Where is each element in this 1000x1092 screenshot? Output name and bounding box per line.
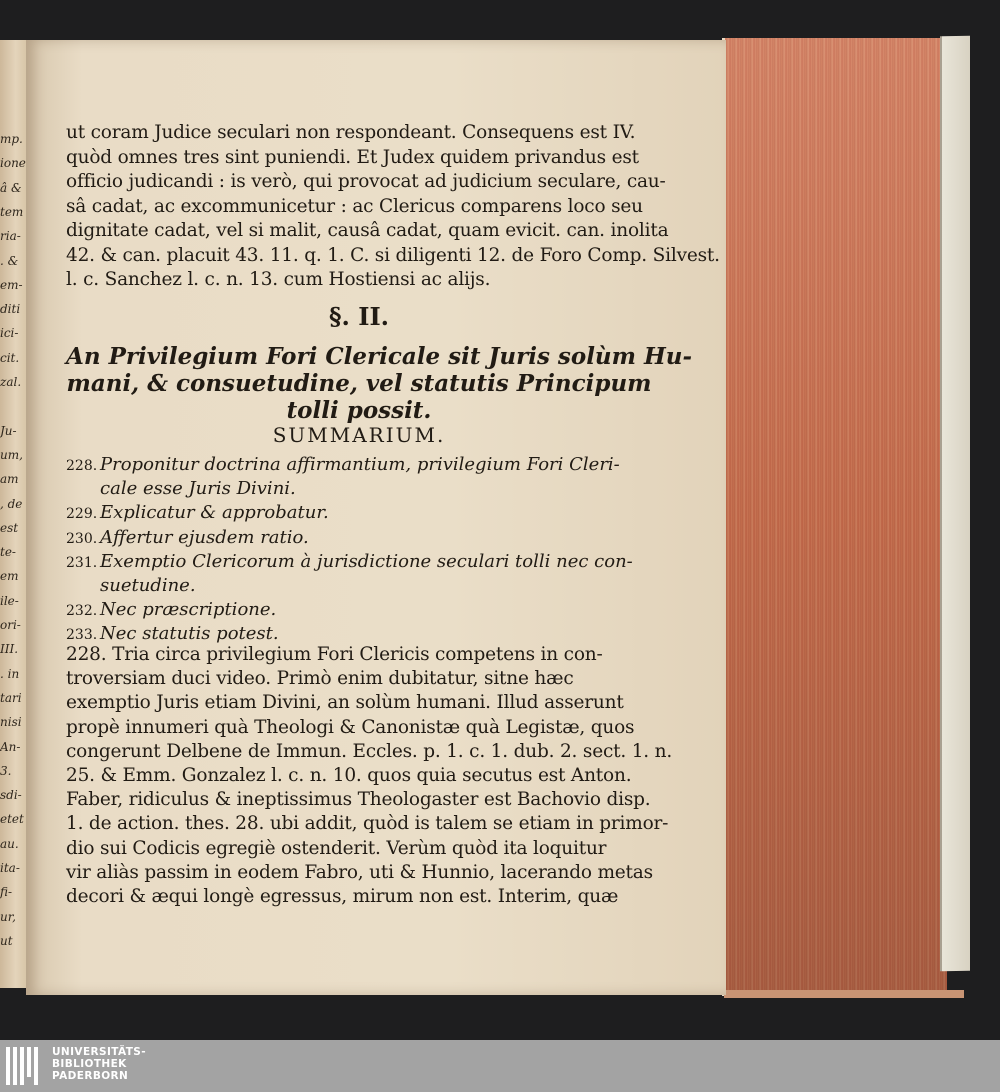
library-footer-bar <box>0 1040 1000 1092</box>
summary-item <box>66 527 652 548</box>
summary-item <box>66 454 652 475</box>
left-page-fragment: te- <box>0 545 16 560</box>
previous-page-edge <box>0 40 28 988</box>
left-page-fragment: am <box>0 472 19 487</box>
left-page-fragment: An- <box>0 739 21 754</box>
text-line: propè innumeri quà Theologi & Canonistæ quà Legistæ, quos <box>66 716 635 738</box>
summary-item <box>66 502 652 523</box>
text-line: ut coram Judice seculari non respondeant. Consequens est IV. <box>66 122 636 143</box>
text-line: 42. & can. placuit 43. 11. q. 1. C. si diligenti 12. de Foro Comp. Silvest. <box>66 244 720 266</box>
summary-item <box>66 575 652 596</box>
text-line: quòd omnes tres sint puniendi. Et Judex quidem privandus est <box>66 146 639 168</box>
left-page-fragment: ici- <box>0 326 19 341</box>
text-line: 1. de action. thes. 28. ubi addit, quòd is talem se etiam in primor- <box>66 813 669 835</box>
left-page-fragment: em <box>0 569 19 584</box>
left-page-fragment: ria- <box>0 229 21 244</box>
left-page-fragment: ur, <box>0 909 16 924</box>
left-page-fragment: â & <box>0 180 22 195</box>
left-page-fragment: ori- <box>0 618 21 632</box>
book-fore-edge <box>722 38 947 996</box>
left-page-fragment: . in <box>0 666 20 681</box>
left-page-fragment: , de <box>0 496 23 511</box>
book-page <box>26 40 726 995</box>
text-line: officio judicandi : is verò, qui provocat ad judicium seculare, cau- <box>66 171 666 192</box>
summary-item-text: Nec præscriptione. <box>100 599 277 621</box>
summary-item-number: 229. <box>66 506 98 523</box>
left-page-fragment: 3. <box>0 763 12 778</box>
summary-item-text: cale esse Juris Divini. <box>100 478 296 500</box>
left-page-fragment: em- <box>0 277 23 292</box>
summary-item <box>66 551 652 572</box>
section-title-line: tolli possit. <box>286 397 432 424</box>
summary-item-text: Affertur ejusdem ratio. <box>100 526 309 548</box>
left-page-fragment: . & <box>0 253 19 268</box>
left-page-fragment: ile- <box>0 593 19 608</box>
summary-item-number: 233. <box>66 627 98 644</box>
text-line: troversiam duci video. Primò enim dubitatur, sitne hæc <box>66 668 574 690</box>
text-line: exemptio Juris etiam Divini, an solùm humani. Illud asserunt <box>66 692 624 714</box>
left-page-fragment: um, <box>0 447 23 462</box>
section-title-line: mani, & consuetudine, vel statutis Principum <box>66 370 652 397</box>
text-line: l. c. Sanchez l. c. n. 13. cum Hostiensi ac alijs. <box>66 269 491 290</box>
left-page-fragment: III. <box>0 642 19 657</box>
text-line: vir aliàs passim in eodem Fabro, uti & Hunnio, lacerando metas <box>66 861 653 883</box>
left-page-fragment: ione <box>0 156 26 171</box>
section-number: §. II. <box>328 302 390 331</box>
left-page-fragment: mp. <box>0 132 23 146</box>
summary-item <box>66 478 652 499</box>
left-page-fragment: nisi <box>0 715 22 730</box>
summary-item-text: Exemptio Clericorum à jurisdictione seculari tolli nec con- <box>100 550 633 572</box>
left-page-fragment: fi- <box>0 885 13 900</box>
left-page-fragment: diti <box>0 302 21 317</box>
left-page-fragment: cit. <box>0 350 20 365</box>
left-page-fragment: zal. <box>0 375 22 389</box>
library-name-line-3: PADERBORN <box>52 1070 129 1082</box>
left-page-fragment: Ju- <box>0 423 17 438</box>
summary-item-number: 230. <box>66 530 98 547</box>
summary-heading: SUMMARIUM. <box>272 423 446 447</box>
text-line: dignitate cadat, vel si malit, causâ cadat, quam evicit. can. inolita <box>66 220 669 241</box>
summary-item <box>66 623 652 644</box>
left-page-fragment: ut <box>0 933 13 948</box>
left-page-fragment: etet <box>0 812 24 827</box>
summary-item-number: 232. <box>66 603 98 620</box>
left-page-fragment: sdi- <box>0 788 22 803</box>
text-line: congerunt Delbene de Immun. Eccles. p. 1. c. 1. dub. 2. sect. 1. n. <box>66 740 673 762</box>
left-page-fragment: au. <box>0 836 19 851</box>
library-name <box>52 1046 146 1082</box>
library-logo-icon <box>6 1047 46 1085</box>
left-page-fragment: tari <box>0 690 22 705</box>
summary-item-number: 231. <box>66 554 98 571</box>
text-line: sâ cadat, ac excommunicetur : ac Clericus comparens loco seu <box>66 195 643 217</box>
summary-item-text: Explicatur & approbatur. <box>100 502 329 524</box>
summary-item-text: suetudine. <box>100 575 196 596</box>
text-line: Faber, ridiculus & ineptissimus Theologaster est Bachovio disp. <box>66 789 651 811</box>
section-title-line: An Privilegium Fori Clericale sit Juris solùm Hu- <box>66 343 692 370</box>
library-name-line-2: BIBLIOTHEK <box>52 1058 127 1070</box>
summary-item-text: Proponitur doctrina affirmantium, privilegium Fori Cleri- <box>100 454 620 475</box>
summary-item-text: Nec statutis potest. <box>100 623 279 645</box>
book-cover-edge <box>940 36 970 972</box>
book-cover-bottom <box>724 990 964 998</box>
text-line: decori & æqui longè egressus, mirum non est. Interim, quæ <box>66 886 619 907</box>
summary-item <box>66 599 652 620</box>
library-name-line-1: UNIVERSITÄTS- <box>52 1046 147 1058</box>
summary-item-number: 228. <box>66 458 98 474</box>
left-page-fragment: tem <box>0 204 24 219</box>
text-line: 228. Tria circa privilegium Fori Clericis competens in con- <box>66 644 603 665</box>
text-line: 25. & Emm. Gonzalez l. c. n. 10. quos quia secutus est Anton. <box>66 765 632 786</box>
left-page-fragment: est <box>0 520 19 535</box>
text-line: dio sui Codicis egregiè ostenderit. Verùm quòd ita loquitur <box>66 837 607 859</box>
left-page-fragment: ita- <box>0 861 20 875</box>
